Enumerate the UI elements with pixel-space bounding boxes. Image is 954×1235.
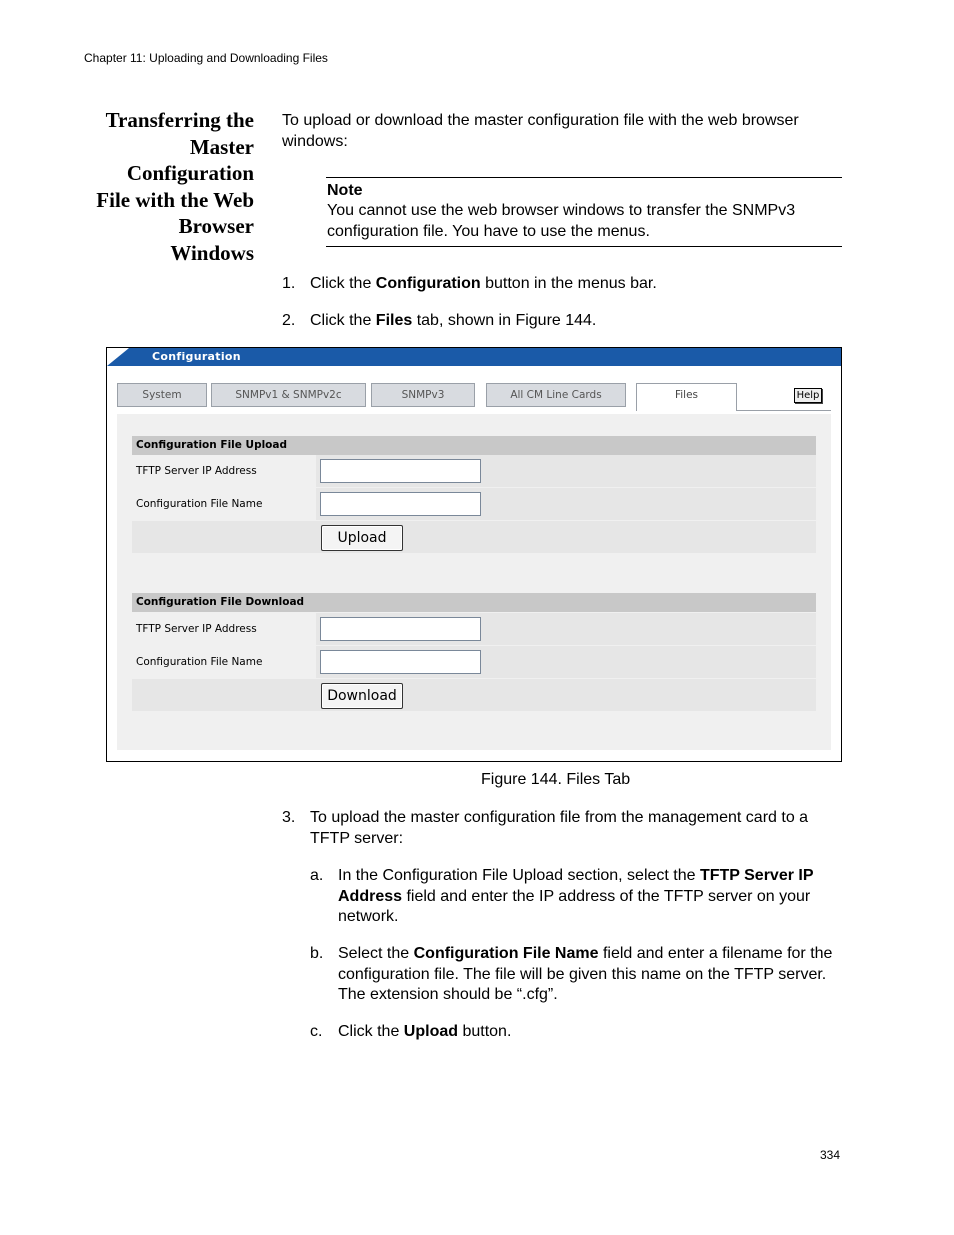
download-ip-label: TFTP Server IP Address bbox=[132, 613, 316, 645]
heading-line: Configuration bbox=[126, 161, 254, 185]
substep-text: In the Configuration File Upload section, select the TFTP Server IP Address field and enter the IP address of the TFTP server on your network. bbox=[338, 867, 814, 925]
note-title: Note bbox=[327, 182, 363, 199]
tab-files[interactable]: Files bbox=[636, 383, 737, 411]
upload-ip-label: TFTP Server IP Address bbox=[132, 455, 316, 487]
substep-letter: b. bbox=[310, 945, 324, 962]
download-section-heading: Configuration File Download bbox=[132, 593, 816, 612]
heading-line: Transferring the bbox=[105, 108, 254, 132]
download-button[interactable]: Download bbox=[321, 683, 403, 709]
step-number: 3. bbox=[282, 809, 296, 826]
tab-system[interactable]: System bbox=[117, 383, 207, 407]
download-button-row bbox=[132, 679, 816, 711]
files-tab-screenshot bbox=[106, 347, 842, 762]
substep-text: Click the Upload button. bbox=[338, 1023, 512, 1040]
step-text: Click the Configuration button in the menus bar. bbox=[310, 275, 657, 292]
note-body: You cannot use the web browser windows to transfer the SNMPv3 configuration file. You have to use the menus. bbox=[327, 202, 796, 240]
substep-letter: c. bbox=[310, 1023, 323, 1040]
upload-ip-input[interactable] bbox=[320, 459, 481, 483]
tab-snmpv3[interactable]: SNMPv3 bbox=[371, 383, 475, 407]
note-box bbox=[326, 177, 842, 247]
tab-snmpv1-snmpv2c[interactable]: SNMPv1 & SNMPv2c bbox=[211, 383, 366, 407]
window-titlebar bbox=[107, 348, 841, 366]
heading-line: Master bbox=[189, 134, 254, 159]
upload-name-label: Configuration File Name bbox=[132, 488, 316, 520]
substep-text: Select the Configuration File Name field and enter a filename for the configuration file. The file will be given this name on the TFTP server. The extension should be “.cfg”. bbox=[338, 945, 833, 1003]
heading-line: File with the Web bbox=[96, 187, 254, 212]
files-panel bbox=[117, 414, 831, 750]
section-heading bbox=[60, 107, 254, 266]
download-ip-row bbox=[132, 613, 816, 645]
step-text: Click the Files tab, shown in Figure 144. bbox=[310, 312, 597, 329]
substep-letter: a. bbox=[310, 867, 324, 884]
upload-button[interactable]: Upload bbox=[321, 525, 403, 551]
download-name-input[interactable] bbox=[320, 650, 481, 674]
upload-button-row bbox=[132, 521, 816, 553]
step-text: To upload the master configuration file from the management card to a TFTP server: bbox=[310, 809, 809, 847]
upload-name-input[interactable] bbox=[320, 492, 481, 516]
upload-name-row bbox=[132, 488, 816, 520]
intro-paragraph: To upload or download the master configuration file with the web browser windows: bbox=[282, 112, 799, 150]
download-name-row bbox=[132, 646, 816, 678]
heading-line: Browser bbox=[178, 214, 254, 238]
page-number: 334 bbox=[819, 1148, 840, 1162]
upload-ip-row bbox=[132, 455, 816, 487]
help-button[interactable]: Help bbox=[794, 388, 822, 403]
step-number: 2. bbox=[282, 312, 296, 329]
heading-line: Windows bbox=[170, 240, 254, 265]
upload-section-heading: Configuration File Upload bbox=[132, 436, 816, 455]
figure-caption: Figure 144. Files Tab bbox=[481, 771, 631, 788]
step-number: 1. bbox=[282, 275, 296, 292]
download-name-label: Configuration File Name bbox=[132, 646, 316, 678]
download-ip-input[interactable] bbox=[320, 617, 481, 641]
tab-all-cm-line-cards[interactable]: All CM Line Cards bbox=[486, 383, 626, 407]
window-title: Configuration bbox=[152, 350, 241, 363]
running-header: Chapter 11: Uploading and Downloading Files bbox=[84, 51, 328, 65]
